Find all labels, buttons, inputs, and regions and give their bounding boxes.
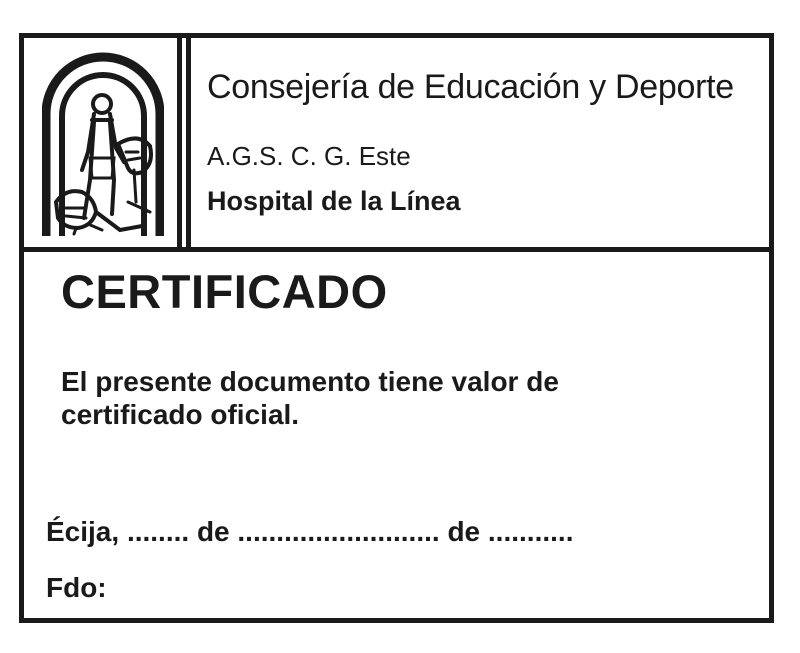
stamp-header (24, 38, 769, 252)
unit-name: A.G.S. C. G. Este (207, 141, 411, 171)
certificate-title: CERTIFICADO (61, 265, 388, 318)
certificate-stamp (19, 33, 774, 623)
signature-label: Fdo: (46, 572, 107, 603)
date-line: Écija, ........ de .......................... de ........... (46, 516, 574, 547)
school-name: Hospital de la Línea (207, 186, 461, 216)
logo-cell (24, 38, 182, 247)
header-text-block (207, 38, 767, 247)
certificate-statement: El presente documento tiene valor de certificado oficial. (61, 366, 559, 430)
header-divider (186, 38, 191, 247)
ministry-name: Consejería de Educación y Deporte (207, 68, 734, 106)
stamp-body (24, 252, 769, 618)
junta-de-andalucia-emblem-icon (42, 52, 164, 236)
